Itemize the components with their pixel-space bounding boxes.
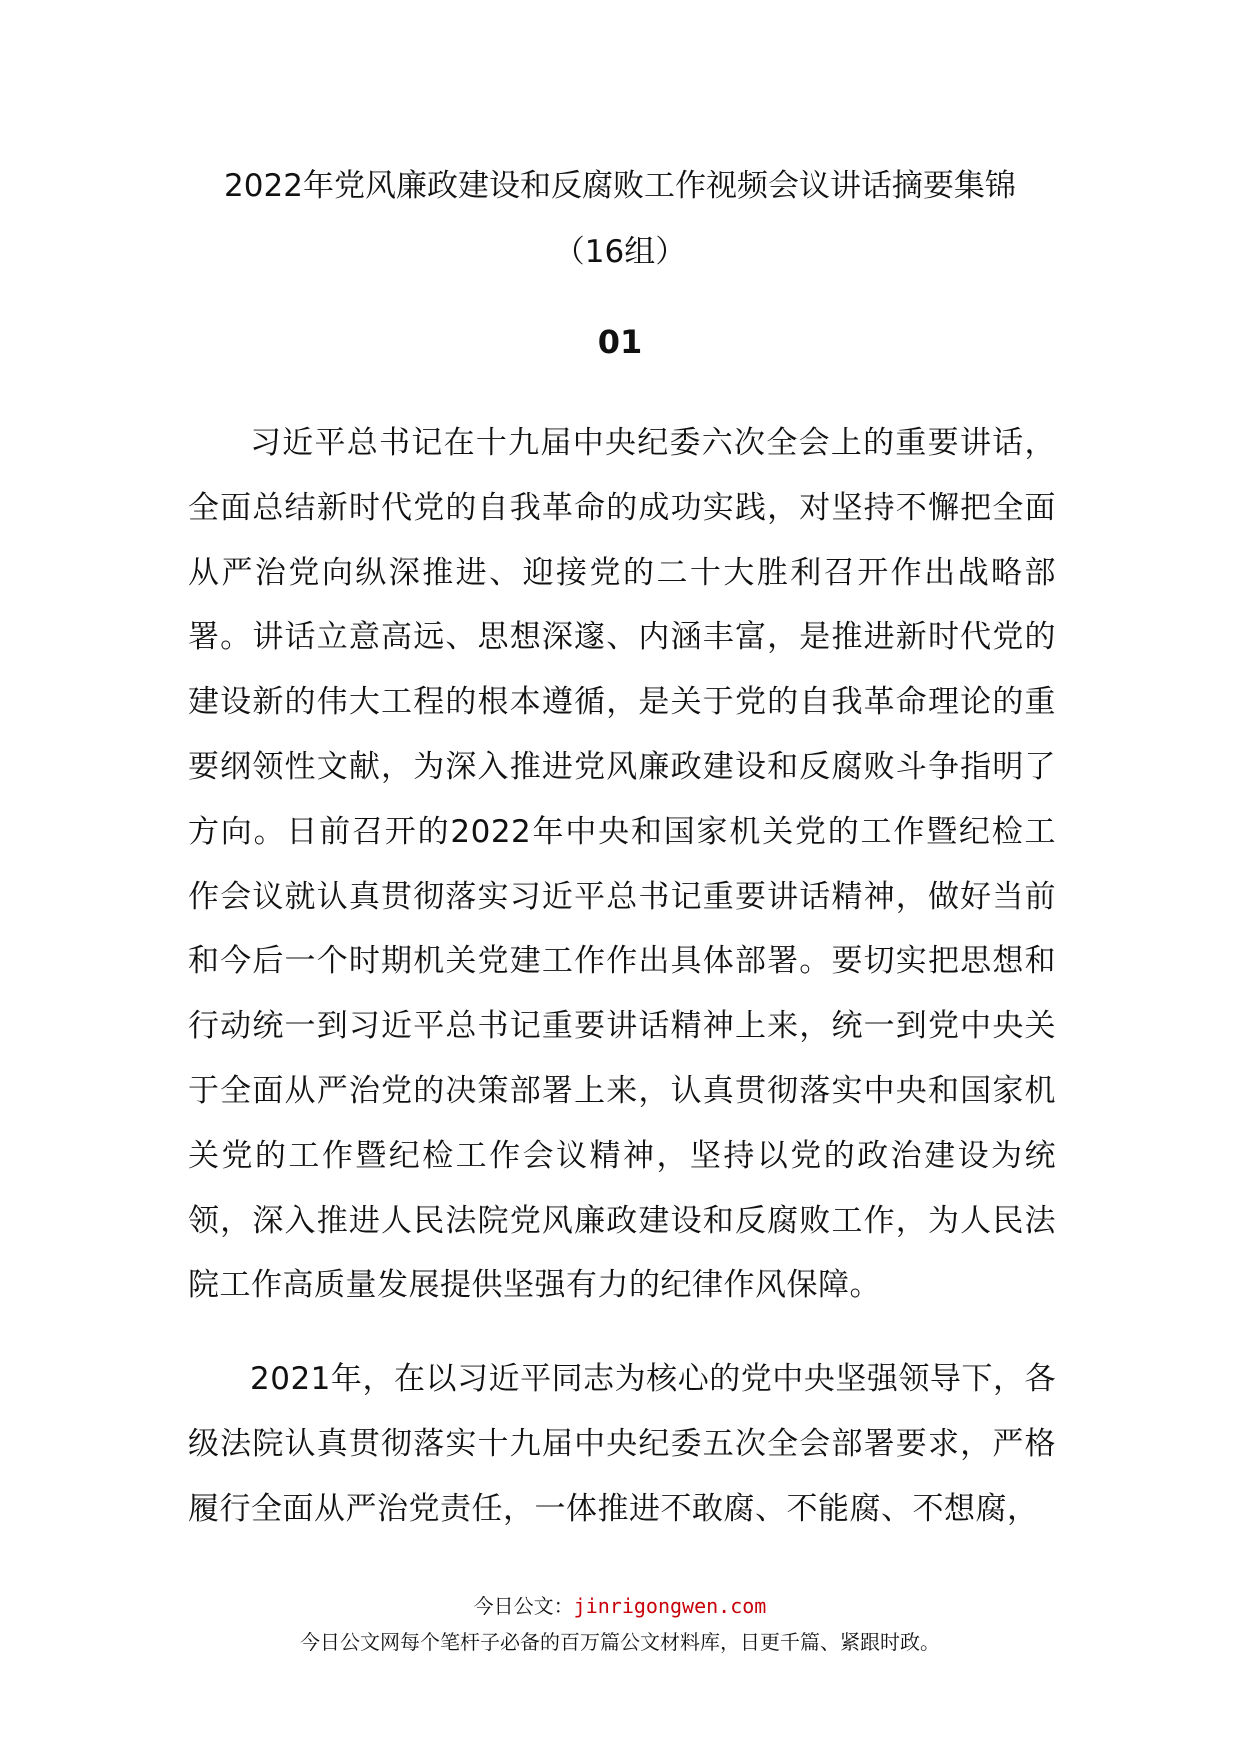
document-title: 2022年党风廉政建设和反腐败工作视频会议讲话摘要集锦 bbox=[224, 168, 1016, 204]
footer-slogan: 今日公文网每个笔杆子必备的百万篇公文材料库，日更千篇、紧跟时政。 bbox=[300, 1630, 940, 1654]
footer-source bbox=[0, 1592, 1240, 1620]
body-paragraph: 2021年，在以习近平同志为核心的党中央坚强领导下，各级法院认真贯彻落实十九届中央纪委五次全会部署要求，严格履行全面从严治党责任，一体推进不敢腐、不能腐、不想腐， bbox=[188, 1361, 1056, 1527]
section-number: 01 bbox=[597, 323, 643, 361]
footer-link[interactable]: jinrigongwen.com bbox=[573, 1594, 767, 1618]
document-subtitle: （16组） bbox=[553, 234, 687, 270]
footer-label: 今日公文： bbox=[473, 1594, 574, 1618]
body-paragraph: 习近平总书记在十九届中央纪委六次全会上的重要讲话，全面总结新时代党的自我革命的成功实践，对坚持不懈把全面从严治党向纵深推进、迎接党的二十大胜利召开作出战略部署。讲话立意高远、思想深邃、内涵丰富，是推进新时代党的建设新的伟大工程的根本遵循，是关于党的自我革命理论的重要纲领性文献，为深入推进党风廉政建设和反腐败斗争指明了方向。日前召开的2022年中央和国家机关党的工作暨纪检工作会议就认真贯彻落实习近平总书记重要讲话精神，做好当前和今后一个时期机关党建工作作出具体部署。要切实把思想和行动统一到习近平总书记重要讲话精神上来，统一到党中央关于全面从严治党的决策部署上来，认真贯彻落实中央和国家机关党的工作暨纪检工作会议精神，坚持以党的政治建设为统领，深入推进人民法院党风廉政建设和反腐败工作，为人民法院工作高质量发展提供坚强有力的纪律作风保障。 bbox=[188, 425, 1056, 1304]
